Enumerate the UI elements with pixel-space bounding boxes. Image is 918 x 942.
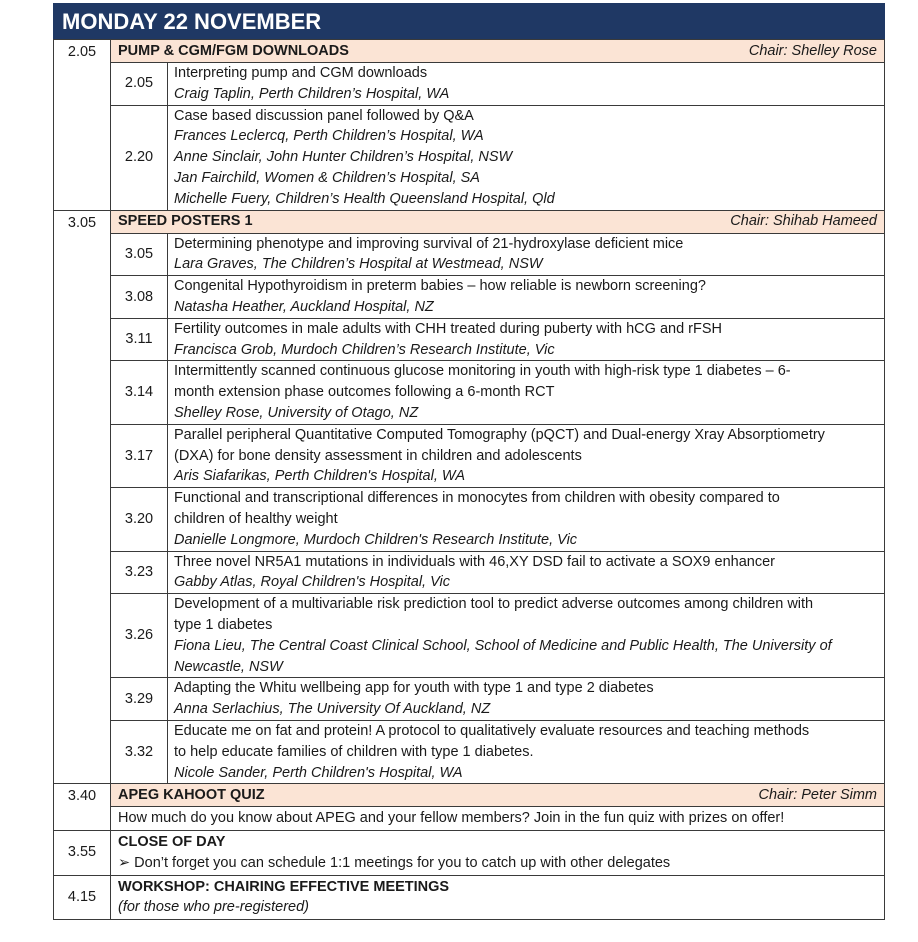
arrow-bullet-icon: ➢ [118,854,131,871]
presentation-details [168,720,885,783]
presentation-author: Shelley Rose, University of Otago, NZ [174,404,419,421]
presentation-row [111,276,884,319]
presentation-time: 3.05 [111,234,168,276]
presentation-row [111,424,884,487]
session-title: PUMP & CGM/FGM DOWNLOADS [118,42,349,59]
presentation-title: Congenital Hypothyroidism in preterm babies – how reliable is newborn screening? [174,278,706,295]
presentation-author: Fiona Lieu, The Central Coast Clinical School, School of Medicine and Public Health, The University of [174,637,832,654]
presentation-author: Jan Fairchild, Women & Children’s Hospital, SA [174,169,480,186]
presentation-details [168,488,885,551]
close-row [54,831,885,876]
presentation-author: Newcastle, NSW [174,658,283,675]
presentation-row [111,678,884,721]
presentation-title: Educate me on fat and protein! A protocol to qualitatively evaluate resources and teaching methods [174,722,810,739]
presentation-details [168,678,885,721]
session-items [111,233,885,784]
presentation-time: 3.20 [111,488,168,551]
presentation-time: 3.23 [111,551,168,594]
presentation-title: Parallel peripheral Quantitative Computed Tomography (pQCT) and Dual-energy Xray Absorptiometry [174,426,825,443]
session-items [111,63,885,211]
presentation-list [111,63,884,210]
presentation-title: Development of a multivariable risk prediction tool to predict adverse outcomes among children with [174,596,814,613]
presentation-row [111,594,884,678]
workshop-time: 4.15 [54,875,111,920]
schedule-table [53,39,885,920]
presentation-row [111,234,884,276]
presentation-author: Aris Siafarikas, Perth Children's Hospital, WA [174,468,465,485]
session-title-row [54,210,885,233]
session-items-row [54,233,885,784]
session-title-row [54,40,885,63]
workshop-cell [111,875,885,920]
presentation-title: Fertility outcomes in male adults with CHH treated during puberty with hCG and rFSH [174,320,722,337]
schedule [53,3,885,920]
quiz-desc-row [54,807,885,831]
presentation-time: 3.17 [111,424,168,487]
presentation-row [111,720,884,783]
presentation-time: 2.20 [111,105,168,209]
presentation-row [111,105,884,209]
presentation-time: 3.08 [111,276,168,319]
presentation-author: Nicole Sander, Perth Children's Hospital, WA [174,764,463,781]
session-chair: Chair: Shihab Hameed [730,213,877,230]
quiz-description: How much do you know about APEG and your fellow members? Join in the fun quiz with prizes on offer! [111,807,885,831]
workshop-note: (for those who pre-registered) [118,899,309,916]
presentation-time: 3.32 [111,720,168,783]
presentation-time: 3.29 [111,678,168,721]
session-items-row [54,63,885,211]
presentation-title: Interpreting pump and CGM downloads [174,65,428,81]
presentation-details [168,361,885,424]
presentation-title: Adapting the Whitu wellbeing app for youth with type 1 and type 2 diabetes [174,680,654,697]
close-time: 3.55 [54,831,111,876]
presentation-title: Functional and transcriptional differences in monocytes from children with obesity compared to [174,490,780,507]
session-title-cell [111,210,885,233]
presentation-title: to help educate families of children with type 1 diabetes. [174,743,534,760]
presentation-title: type 1 diabetes [174,616,273,633]
close-title: CLOSE OF DAY [118,834,226,851]
close-cell [111,831,885,876]
session-time: 2.05 [54,40,111,211]
presentation-row [111,361,884,424]
session-title-cell [111,40,885,63]
close-note: Don’t forget you can schedule 1:1 meetings for you to catch up with other delegates [134,854,671,871]
presentation-time: 3.14 [111,361,168,424]
presentation-row [111,488,884,551]
quiz-title-cell [111,784,885,807]
presentation-author: Danielle Longmore, Murdoch Children's Research Institute, Vic [174,531,578,548]
presentation-author: Natasha Heather, Auckland Hospital, NZ [174,298,434,315]
presentation-title: Case based discussion panel followed by Q&A [174,107,474,124]
presentation-author: Lara Graves, The Children’s Hospital at Westmead, NSW [174,256,543,273]
day-header: MONDAY 22 NOVEMBER [53,3,885,39]
session-title: SPEED POSTERS 1 [118,213,253,230]
presentation-details [168,276,885,319]
presentation-time: 2.05 [111,63,168,105]
workshop-row [54,875,885,920]
presentation-details [168,318,885,361]
quiz-title-row [54,784,885,807]
presentation-details [168,551,885,594]
presentation-author: Frances Leclercq, Perth Children’s Hospital, WA [174,128,484,145]
presentation-title: month extension phase outcomes following a 6-month RCT [174,384,555,401]
quiz-time: 3.40 [54,784,111,831]
presentation-title: Intermittently scanned continuous glucose monitoring in youth with high-risk type 1 diabetes – 6- [174,363,791,380]
presentation-details [168,594,885,678]
presentation-title: (DXA) for bone density assessment in children and adolescents [174,447,582,464]
workshop-title: WORKSHOP: CHAIRING EFFECTIVE MEETINGS [118,878,450,895]
presentation-title: Three novel NR5A1 mutations in individuals with 46,XY DSD fail to activate a SOX9 enhancer [174,553,775,570]
presentation-title: children of healthy weight [174,510,338,527]
presentation-author: Francisca Grob, Murdoch Children’s Research Institute, Vic [174,341,555,358]
session-time: 3.05 [54,210,111,784]
presentation-details [168,234,885,276]
close-note-line [118,853,877,874]
presentation-details [168,63,885,105]
presentation-row [111,318,884,361]
presentation-author: Anna Serlachius, The University Of Auckland, NZ [174,701,491,718]
presentation-list [111,234,884,784]
presentation-row [111,63,884,105]
presentation-author: Michelle Fuery, Children’s Health Queensland Hospital, Qld [174,190,555,207]
presentation-time: 3.11 [111,318,168,361]
presentation-details [168,424,885,487]
presentation-author: Gabby Atlas, Royal Children's Hospital, Vic [174,574,450,591]
presentation-author: Craig Taplin, Perth Children’s Hospital, WA [174,85,450,102]
presentation-title: Determining phenotype and improving survival of 21-hydroxylase deficient mice [174,235,684,252]
presentation-row [111,551,884,594]
quiz-chair: Chair: Peter Simm [758,786,877,803]
session-chair: Chair: Shelley Rose [748,42,877,59]
presentation-author: Anne Sinclair, John Hunter Children’s Hospital, NSW [174,149,513,166]
presentation-details [168,105,885,209]
presentation-time: 3.26 [111,594,168,678]
quiz-title: APEG KAHOOT QUIZ [118,786,265,803]
